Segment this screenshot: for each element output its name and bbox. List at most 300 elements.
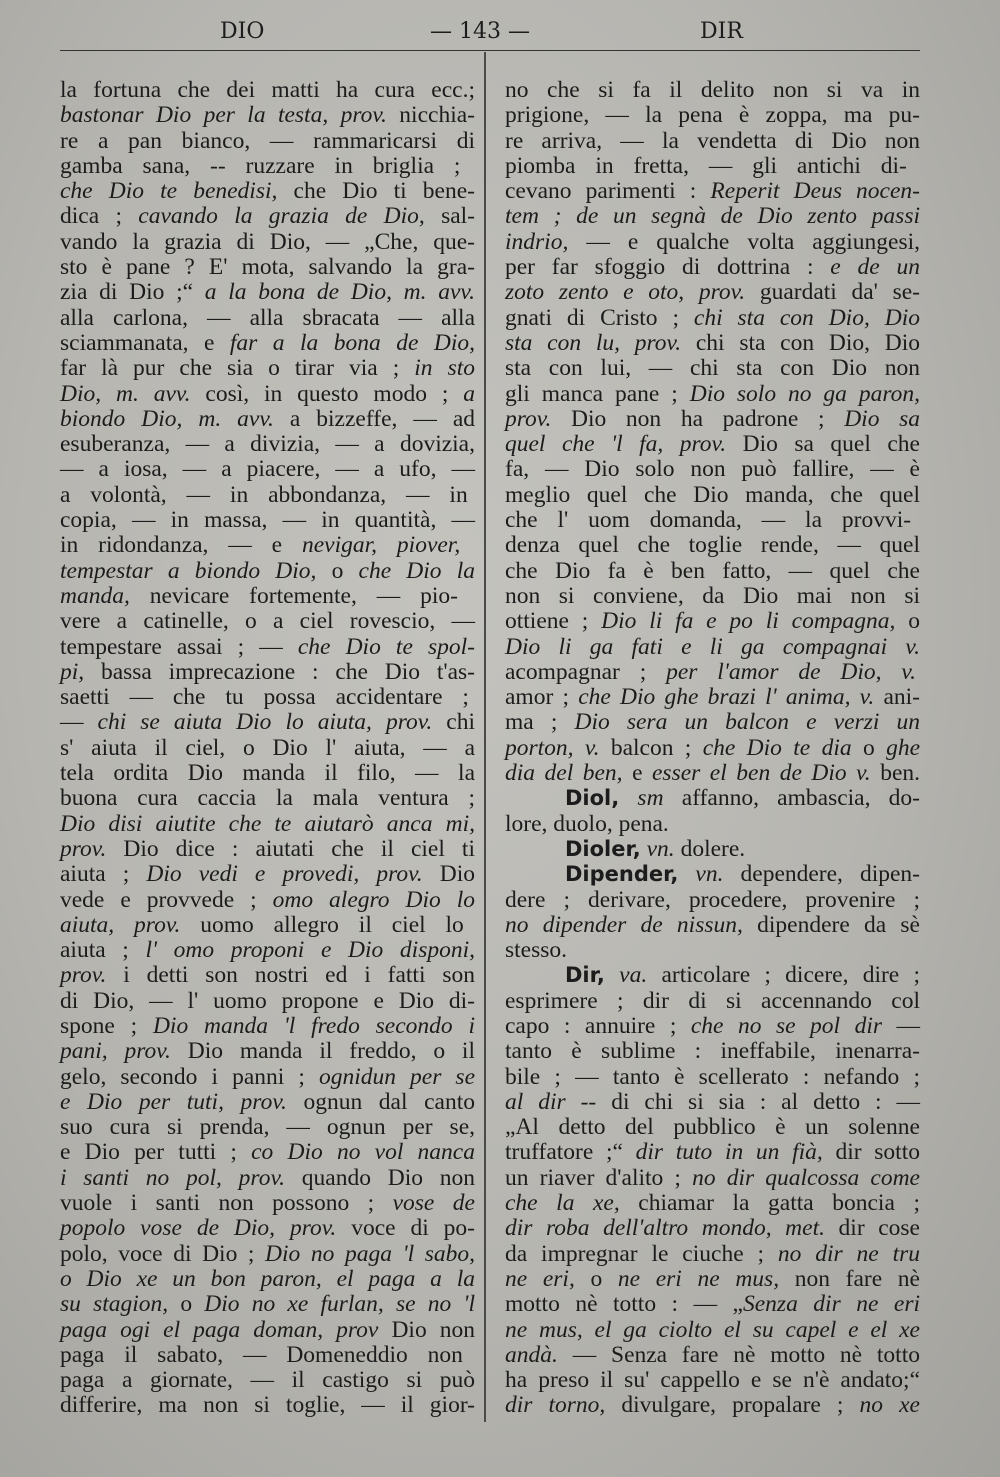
- text-run: — Senza fare nè motto nè totto: [557, 1341, 920, 1368]
- text-line: [505, 1039, 920, 1064]
- text-line: [60, 1368, 475, 1393]
- text-run: —: [882, 1012, 921, 1039]
- text-line: [60, 78, 475, 103]
- text-run: aiuta, prov.: [60, 911, 181, 938]
- text-line: [60, 382, 475, 407]
- text-run: Dio disi aiutite che te aiutarò anca mi,: [60, 810, 475, 837]
- text-run: prov.: [505, 405, 552, 432]
- text-run: o: [316, 557, 359, 584]
- text-run: da impregnar le ciuche ;: [505, 1240, 778, 1267]
- text-run: Dio, m. avv.: [60, 380, 191, 407]
- text-run: non fare nè: [779, 1265, 920, 1292]
- text-line: [505, 483, 920, 508]
- text-run: tanto è sublime : ineffabile, inenarra-: [505, 1038, 920, 1065]
- text-line: [505, 457, 920, 482]
- text-run: Senza dir ne eri: [743, 1291, 920, 1318]
- text-run: fa, — Dio solo non può fallire, — è: [505, 456, 920, 483]
- text-line: [60, 508, 475, 533]
- text-line: [505, 635, 920, 660]
- text-line: [60, 812, 475, 837]
- text-run: nicchia-: [386, 102, 475, 129]
- text-line: [60, 989, 475, 1014]
- text-run: esser el ben de Dio v.: [652, 760, 871, 787]
- text-line: [60, 356, 475, 381]
- text-run: —: [60, 709, 98, 736]
- text-run: Dio no paga 'l sabo,: [265, 1240, 475, 1267]
- text-run: chi: [432, 709, 476, 736]
- text-run: va.: [604, 962, 648, 989]
- text-run: Dio vedi e provedi, prov.: [146, 861, 423, 888]
- text-run: sciammanata, e: [60, 329, 230, 356]
- text-run: su stagion,: [60, 1291, 169, 1318]
- text-run: Dio li ga fati e li ga compagnai v.: [505, 633, 920, 660]
- text-run: ma ;: [505, 709, 575, 736]
- text-line: [505, 230, 920, 255]
- text-run: così, in questo modo ;: [190, 380, 464, 407]
- text-line: [60, 432, 475, 457]
- text-run: far là pur che sia o tirar via ;: [60, 355, 415, 382]
- text-line: [60, 1242, 475, 1267]
- text-run: far a la bona de Dio,: [229, 329, 475, 356]
- text-run: la fortuna che dei matti ha cura ecc.;: [60, 77, 475, 103]
- text-run: spone ;: [60, 1012, 153, 1039]
- text-run: sta con lui, — chi sta con Dio non: [505, 355, 920, 382]
- text-run: dica ;: [60, 203, 139, 230]
- text-run: e Dio per tutti ;: [60, 1139, 252, 1166]
- text-line: [60, 1140, 475, 1165]
- text-line: [505, 888, 920, 913]
- text-line: [505, 862, 920, 887]
- text-run: truffatore ;“: [505, 1139, 636, 1166]
- text-line: [505, 1140, 920, 1165]
- text-run: dir torno,: [505, 1392, 606, 1419]
- text-run: saetti — che tu possa accidentare ;: [60, 684, 469, 711]
- text-line: [505, 710, 920, 735]
- text-run: no dir qualcossa come: [692, 1164, 920, 1191]
- text-line: [60, 888, 475, 913]
- text-run: suo cura si prenda, — ognun per se,: [60, 1114, 475, 1141]
- text-run: esprimere ; dir di si accennando col: [505, 987, 920, 1014]
- text-run: ognun dal canto: [286, 1088, 475, 1115]
- text-run: sta con lu, prov.: [505, 329, 682, 356]
- text-run: l' omo proponi e Dio disponi,: [145, 937, 476, 964]
- text-run: i detti son nostri ed i fatti son: [106, 962, 475, 989]
- text-run: ottiene ;: [505, 608, 602, 635]
- text-run: cevano parimenti :: [505, 178, 711, 205]
- text-run: andà.: [505, 1341, 558, 1368]
- text-run: Dio sa: [844, 405, 920, 432]
- text-line: [60, 483, 475, 508]
- text-line: [60, 457, 475, 482]
- text-line: [505, 786, 920, 811]
- text-run: Dio manda 'l fredo secondo i: [152, 1012, 475, 1039]
- text-run: -- di chi si sia : al detto : —: [565, 1088, 920, 1115]
- text-run: stesso.: [505, 937, 568, 964]
- text-line: [505, 1115, 920, 1140]
- text-line: [505, 812, 920, 837]
- text-line: [505, 660, 920, 685]
- text-run: dir tuto in un fià,: [635, 1139, 823, 1166]
- text-run: Dio li fa e po li compagna,: [601, 608, 896, 635]
- text-run: che Dio fa è ben fatto, — quel che: [505, 557, 920, 584]
- text-run: bassa imprecazione : che Dio t'as-: [84, 658, 475, 685]
- text-run: Dio no xe furlan, se no 'l: [204, 1291, 475, 1318]
- text-run: ben.: [870, 760, 920, 787]
- text-line: [60, 1393, 475, 1418]
- text-line: [60, 1014, 475, 1039]
- text-line: [60, 736, 475, 761]
- text-line: [60, 255, 475, 280]
- text-run: al dir: [505, 1088, 566, 1115]
- text-line: [505, 1065, 920, 1090]
- text-run: differire, ma non si toglie, — il gior-: [60, 1392, 475, 1419]
- text-run: popolo vose de Dio, prov.: [60, 1215, 337, 1242]
- text-line: [60, 1115, 475, 1140]
- text-run: sal-: [424, 203, 475, 230]
- text-line: [505, 1393, 920, 1418]
- text-line: [505, 432, 920, 457]
- text-run: o: [895, 608, 920, 635]
- column-divider: [484, 52, 486, 1422]
- text-line: [60, 533, 475, 558]
- text-run: che la xe,: [505, 1190, 620, 1217]
- text-run: ha preso il su' cappello e se n'è andato;“: [505, 1367, 920, 1394]
- text-run: in sto: [414, 355, 475, 382]
- text-run: e Dio per tuti, prov.: [60, 1088, 287, 1115]
- text-run: gelo, secondo i panni ;: [60, 1063, 319, 1090]
- text-line: [60, 635, 475, 660]
- headword: Dir,: [565, 963, 605, 988]
- text-run: no dipender de nissun,: [505, 911, 743, 938]
- text-line: [505, 1292, 920, 1317]
- text-line: [505, 533, 920, 558]
- running-header: [60, 16, 920, 51]
- page-number: — 143 —: [430, 19, 530, 44]
- text-run: i santi no pol, prov.: [60, 1164, 286, 1191]
- text-run: pi,: [60, 658, 85, 685]
- text-run: vn.: [678, 861, 724, 888]
- text-line: [505, 963, 920, 988]
- text-line: [505, 1090, 920, 1115]
- text-run: re arriva, — la vendetta di Dio non: [505, 127, 920, 154]
- text-run: — e qualche volta aggiungesi,: [568, 228, 920, 255]
- text-line: [505, 103, 920, 128]
- text-line: [505, 1368, 920, 1393]
- text-line: [60, 103, 475, 128]
- text-run: cavando la grazia de Dio,: [138, 203, 425, 230]
- text-line: [60, 938, 475, 963]
- right-column: [505, 78, 920, 1419]
- text-run: paga ogi el paga doman, prov: [60, 1316, 379, 1343]
- text-run: che Dio te spol-: [297, 633, 475, 660]
- text-run: ne eri,: [505, 1265, 575, 1292]
- text-run: Dio solo no ga paron,: [689, 380, 920, 407]
- text-line: [60, 154, 475, 179]
- text-run: no che si fa il delito non si va in: [505, 77, 920, 103]
- text-run: a la bona de Dio, m. avv.: [204, 279, 475, 306]
- text-run: vuole i santi non possono ;: [60, 1190, 393, 1217]
- text-run: piomba in fretta, — gli antichi di-: [505, 152, 907, 179]
- text-line: [505, 179, 920, 204]
- text-line: [60, 913, 475, 938]
- text-run: ne eri ne mus,: [617, 1265, 780, 1292]
- text-run: o: [851, 734, 887, 761]
- text-run: acompagnar ;: [505, 658, 667, 685]
- text-run: polo, voce di Dio ;: [60, 1240, 266, 1267]
- text-line: [60, 963, 475, 988]
- text-run: pani, prov.: [60, 1038, 171, 1065]
- text-run: ognidun per se: [318, 1063, 475, 1090]
- text-line: [60, 1267, 475, 1292]
- text-run: divulgare, propalare ;: [605, 1392, 860, 1419]
- text-run: a volontà, — in abbondanza, — in: [60, 481, 468, 508]
- text-run: tem ; de un segnà de Dio zento passi: [505, 203, 920, 230]
- text-run: in ridondanza, — e: [60, 532, 302, 559]
- text-run: chi sta con Dio, Dio: [693, 304, 920, 331]
- text-run: nevicare fortemente, — pio-: [129, 582, 458, 609]
- text-run: dolere.: [674, 835, 746, 862]
- text-run: chiamar la gatta boncia ;: [619, 1190, 920, 1217]
- text-run: „Al detto del pubblico è un solenne: [505, 1114, 920, 1141]
- text-run: che Dio te benedisi,: [60, 178, 278, 205]
- text-run: dipendere da sè: [742, 911, 920, 938]
- text-line: [60, 1292, 475, 1317]
- text-run: guardati da' se-: [745, 279, 920, 306]
- text-line: [505, 204, 920, 229]
- text-run: balcon ;: [599, 734, 703, 761]
- text-run: bastonar Dio per la testa, prov.: [60, 102, 387, 129]
- text-line: [505, 255, 920, 280]
- text-line: [60, 837, 475, 862]
- text-line: [60, 129, 475, 154]
- text-run: dependere, dipen-: [723, 861, 920, 888]
- text-run: prigione, — la pena è zoppa, ma pu-: [505, 102, 920, 129]
- text-run: chi se aiuta Dio lo aiuta, prov.: [97, 709, 433, 736]
- text-run: Dio sa quel che: [726, 431, 920, 458]
- text-run: no dir ne tru: [777, 1240, 921, 1267]
- text-line: [60, 1166, 475, 1191]
- headword: Dipender,: [565, 862, 679, 887]
- text-run: e: [622, 760, 652, 787]
- text-run: vn.: [640, 835, 675, 862]
- text-run: gamba sana, -- ruzzare in briglia ;: [60, 152, 461, 179]
- text-run: che Dio te dia: [702, 734, 852, 761]
- text-line: [505, 1191, 920, 1216]
- text-line: [60, 1039, 475, 1064]
- text-line: [60, 584, 475, 609]
- text-run: tempestar a biondo Dio,: [60, 557, 317, 584]
- text-line: [60, 1090, 475, 1115]
- text-line: [60, 710, 475, 735]
- text-line: [505, 1014, 920, 1039]
- text-line: [505, 1343, 920, 1368]
- text-line: [60, 685, 475, 710]
- text-run: lore, duolo, pena.: [505, 810, 669, 837]
- text-run: affanno, ambascia, do-: [663, 785, 920, 812]
- text-line: [505, 559, 920, 584]
- text-run: dir cose: [824, 1215, 920, 1242]
- text-line: [505, 1166, 920, 1191]
- text-run: dir sotto: [822, 1139, 920, 1166]
- text-run: omo alegro Dio lo: [272, 886, 476, 913]
- text-run: dir roba dell'altro mondo, met.: [505, 1215, 825, 1242]
- text-line: [505, 1267, 920, 1292]
- text-line: [505, 331, 920, 356]
- text-run: s' aiuta il ciel, o Dio l' aiuta, — a: [60, 734, 475, 761]
- headword: Diol,: [565, 786, 620, 811]
- text-run: bile ; — tanto è scellerato : nefando ;: [505, 1063, 920, 1090]
- text-run: — a iosa, — a piacere, — a ufo, —: [60, 456, 475, 483]
- text-run: aiuta ;: [60, 937, 146, 964]
- text-run: nevigar, piover,: [301, 532, 461, 559]
- text-line: [60, 1065, 475, 1090]
- text-run: di Dio, — l' uomo propone e Dio di-: [60, 987, 475, 1014]
- text-line: [60, 1191, 475, 1216]
- text-line: [60, 230, 475, 255]
- text-run: ani-: [874, 684, 920, 711]
- text-run: esuberanza, — a divizia, — a dovizia,: [60, 431, 475, 458]
- text-run: Dio non ha padrone ;: [551, 405, 845, 432]
- text-run: a bizzeffe, — ad: [273, 405, 475, 432]
- text-run: che no se pol dir: [690, 1012, 883, 1039]
- text-line: [505, 913, 920, 938]
- text-run: amor ;: [505, 684, 579, 711]
- text-run: Dio: [422, 861, 476, 888]
- text-run: vose de: [392, 1190, 475, 1217]
- header-left-guideword: DIO: [220, 19, 265, 44]
- text-run: o: [168, 1291, 205, 1318]
- text-run: gnati di Cristo ;: [505, 304, 694, 331]
- text-run: tempestare assai ; —: [60, 633, 298, 660]
- text-line: [505, 736, 920, 761]
- text-run: e de un: [830, 254, 920, 281]
- text-line: [60, 280, 475, 305]
- text-run: Dio sera un balcon e verzi un: [574, 709, 920, 736]
- text-run: zoto zento e oto, prov.: [505, 279, 746, 306]
- text-line: [505, 1242, 920, 1267]
- text-run: manda,: [60, 582, 130, 609]
- text-run: Reperit Deus nocen-: [710, 178, 920, 205]
- text-line: [505, 609, 920, 634]
- text-line: [505, 407, 920, 432]
- text-line: [60, 1216, 475, 1241]
- text-run: per far sfoggio di dottrina :: [505, 254, 831, 281]
- text-run: indrio,: [505, 228, 569, 255]
- text-line: [505, 584, 920, 609]
- text-run: dia del ben,: [505, 760, 623, 787]
- text-run: co Dio no vol nanca: [251, 1139, 475, 1166]
- text-run: per l'amor de Dio, v.: [666, 658, 916, 685]
- text-line: [60, 660, 475, 685]
- text-run: capo : annuire ;: [505, 1012, 691, 1039]
- text-line: [505, 685, 920, 710]
- text-line: [505, 938, 920, 963]
- text-run: o Dio xe un bon paron, el paga a la: [60, 1265, 475, 1292]
- text-run: paga a giornate, — il castigo si può: [60, 1367, 475, 1394]
- text-run: prov.: [60, 962, 107, 989]
- text-line: [60, 609, 475, 634]
- text-run: sto è pane ? E' mota, salvando la gra-: [60, 254, 475, 281]
- text-run: motto nè totto : — „: [505, 1291, 743, 1318]
- text-line: [505, 280, 920, 305]
- text-line: [505, 382, 920, 407]
- text-run: che Dio ghe brazi l' anima, v.: [578, 684, 875, 711]
- text-run: dere ; derivare, procedere, provenire ;: [505, 886, 920, 913]
- text-run: quando Dio non: [285, 1164, 475, 1191]
- text-run: chi sta con Dio, Dio: [681, 329, 920, 356]
- text-run: voce di po-: [336, 1215, 475, 1242]
- text-run: paga il sabato, — Domeneddio non: [60, 1341, 463, 1368]
- text-run: non si conviene, da Dio mai non si: [505, 582, 920, 609]
- text-run: Dio non: [378, 1316, 476, 1343]
- text-run: alla carlona, — alla sbracata — alla: [60, 304, 475, 331]
- text-line: [505, 306, 920, 331]
- text-run: buona cura caccia la mala ventura ;: [60, 785, 475, 812]
- text-run: meglio quel che Dio manda, che quel: [505, 481, 920, 508]
- text-line: [60, 862, 475, 887]
- text-run: zia di Dio ;“: [60, 279, 205, 306]
- text-line: [505, 508, 920, 533]
- text-run: articolare ; dicere, dire ;: [647, 962, 921, 989]
- text-run: biondo Dio, m. avv.: [60, 405, 274, 432]
- headword: Dioler,: [565, 836, 641, 861]
- text-run: ne mus, el ga ciolto el su capel e el xe: [505, 1316, 920, 1343]
- header-right-guideword: DIR: [700, 19, 743, 44]
- text-run: che l' uom domanda, — la provvi-: [505, 507, 912, 534]
- text-line: [505, 1318, 920, 1343]
- text-run: prov.: [60, 835, 107, 862]
- text-run: porton, v.: [505, 734, 600, 761]
- text-run: o: [574, 1265, 618, 1292]
- text-run: ghe: [886, 734, 920, 761]
- text-line: [60, 1343, 475, 1368]
- text-line: [505, 1216, 920, 1241]
- text-line: [60, 179, 475, 204]
- text-run: tela ordita Dio manda il filo, — la: [60, 760, 475, 787]
- text-run: aiuta ;: [60, 861, 147, 888]
- text-run: un riaver d'alito ;: [505, 1164, 693, 1191]
- text-run: copia, — in massa, — in quantità, —: [60, 507, 475, 534]
- text-run: uomo allegro il ciel lo: [180, 911, 464, 938]
- text-line: [60, 559, 475, 584]
- text-line: [505, 356, 920, 381]
- text-run: quel che 'l fa, prov.: [505, 431, 727, 458]
- text-run: che Dio ti bene-: [277, 178, 475, 205]
- text-line: [505, 154, 920, 179]
- text-line: [505, 837, 920, 862]
- text-run: che Dio la: [358, 557, 476, 584]
- text-run: no xe: [859, 1392, 920, 1419]
- text-line: [60, 1318, 475, 1343]
- text-line: [505, 129, 920, 154]
- text-run: denza quel che toglie rende, — quel: [505, 532, 920, 559]
- text-run: vede e provvede ;: [60, 886, 273, 913]
- text-line: [60, 786, 475, 811]
- text-line: [505, 989, 920, 1014]
- text-line: [60, 204, 475, 229]
- text-run: vere a catinelle, o a ciel rovescio, —: [60, 608, 475, 635]
- text-run: a: [463, 380, 476, 407]
- left-column: [60, 78, 475, 1419]
- text-run: vando la grazia di Dio, — „Che, que-: [60, 228, 475, 255]
- text-line: [505, 78, 920, 103]
- text-line: [505, 761, 920, 786]
- text-line: [60, 331, 475, 356]
- text-line: [60, 407, 475, 432]
- text-run: gli manca pane ;: [505, 380, 690, 407]
- text-line: [60, 761, 475, 786]
- text-run: re a pan bianco, — rammaricarsi di: [60, 127, 475, 154]
